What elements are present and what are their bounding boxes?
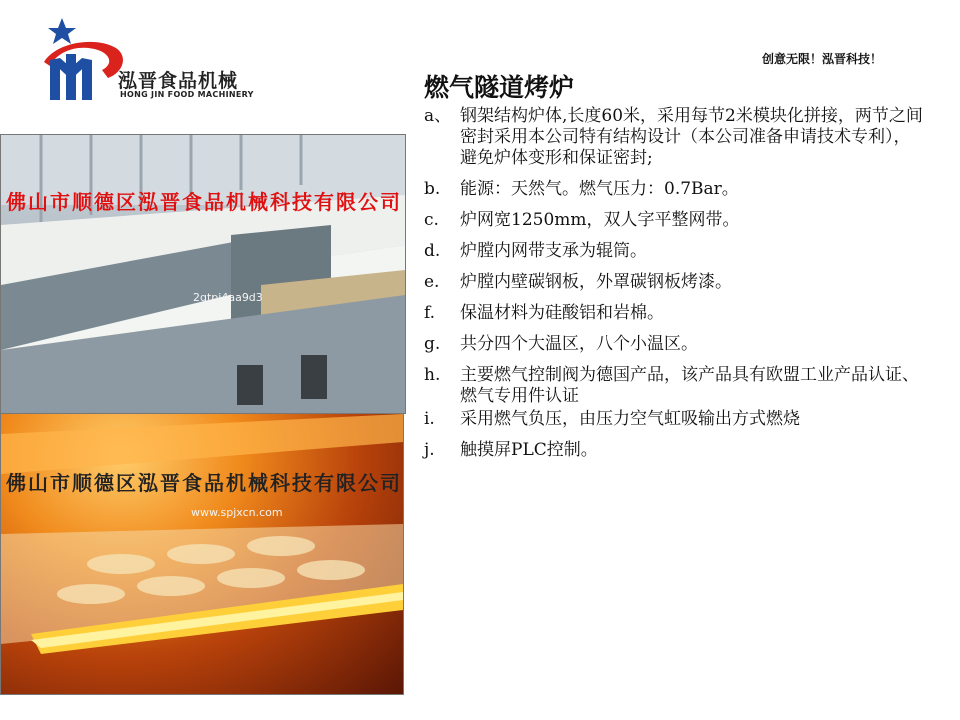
company-overlay-text: 佛山市顺德区泓晋食品机械科技有限公司: [6, 471, 402, 495]
spec-key: a、: [424, 106, 452, 126]
spec-text: 触摸屏PLC控制。: [460, 440, 598, 460]
spec-key: h.: [424, 365, 441, 385]
spec-key: c.: [424, 210, 439, 230]
spec-item: [424, 106, 924, 169]
spec-text: 炉膛内壁碳钢板，外罩碳钢板烤漆。: [460, 272, 732, 292]
spec-item: [424, 241, 924, 262]
oven-interior-photo: [0, 413, 404, 695]
brand-name-cn: 泓晋食品机械: [118, 70, 239, 92]
spec-text: 采用燃气负压，由压力空气虹吸输出方式燃烧: [460, 409, 800, 429]
image-watermark: 2gtpi4aa9d3: [193, 291, 263, 304]
spec-item: [424, 440, 924, 461]
spec-text: 炉网宽1250mm，双人字平整网带。: [460, 210, 740, 230]
spec-text: 保温材料为硅酸铝和岩棉。: [460, 303, 664, 323]
spec-item: [424, 179, 924, 200]
spec-text: 主要燃气控制阀为德国产品，该产品具有欧盟工业产品认证、燃气专用件认证: [460, 365, 919, 406]
company-overlay-text: 佛山市顺德区泓晋食品机械科技有限公司: [6, 190, 402, 214]
page-title: 燃气隧道烤炉: [424, 73, 575, 102]
image-watermark: www.spjxcn.com: [191, 506, 283, 519]
spec-text: 炉膛内网带支承为辊筒。: [460, 241, 647, 261]
spec-item: [424, 210, 924, 231]
spec-key: j.: [424, 440, 435, 460]
spec-item: [424, 409, 924, 430]
spec-key: b.: [424, 179, 441, 199]
spec-text: 共分四个大温区，八个小温区。: [460, 334, 698, 354]
spec-item: [424, 365, 924, 407]
company-logo: [36, 14, 266, 104]
spec-key: d.: [424, 241, 441, 261]
spec-item: [424, 272, 924, 293]
oven-line-photo: [0, 134, 406, 414]
spec-list: [424, 106, 924, 471]
spec-key: g.: [424, 334, 441, 354]
brand-name-en: HONG JIN FOOD MACHINERY: [120, 90, 254, 99]
slogan: 创意无限！泓晋科技！: [761, 52, 882, 66]
spec-item: [424, 334, 924, 355]
spec-text: 能源：天然气。燃气压力：0.7Bar。: [460, 179, 739, 199]
spec-key: f.: [424, 303, 436, 323]
spec-item: [424, 303, 924, 324]
spec-key: e.: [424, 272, 440, 292]
spec-text: 钢架结构炉体,长度60米，采用每节2米模块化拼接，两节之间密封采用本公司特有结构设计（本公司准备申请技术专利），避免炉体变形和保证密封;: [460, 106, 923, 168]
spec-key: i.: [424, 409, 435, 429]
